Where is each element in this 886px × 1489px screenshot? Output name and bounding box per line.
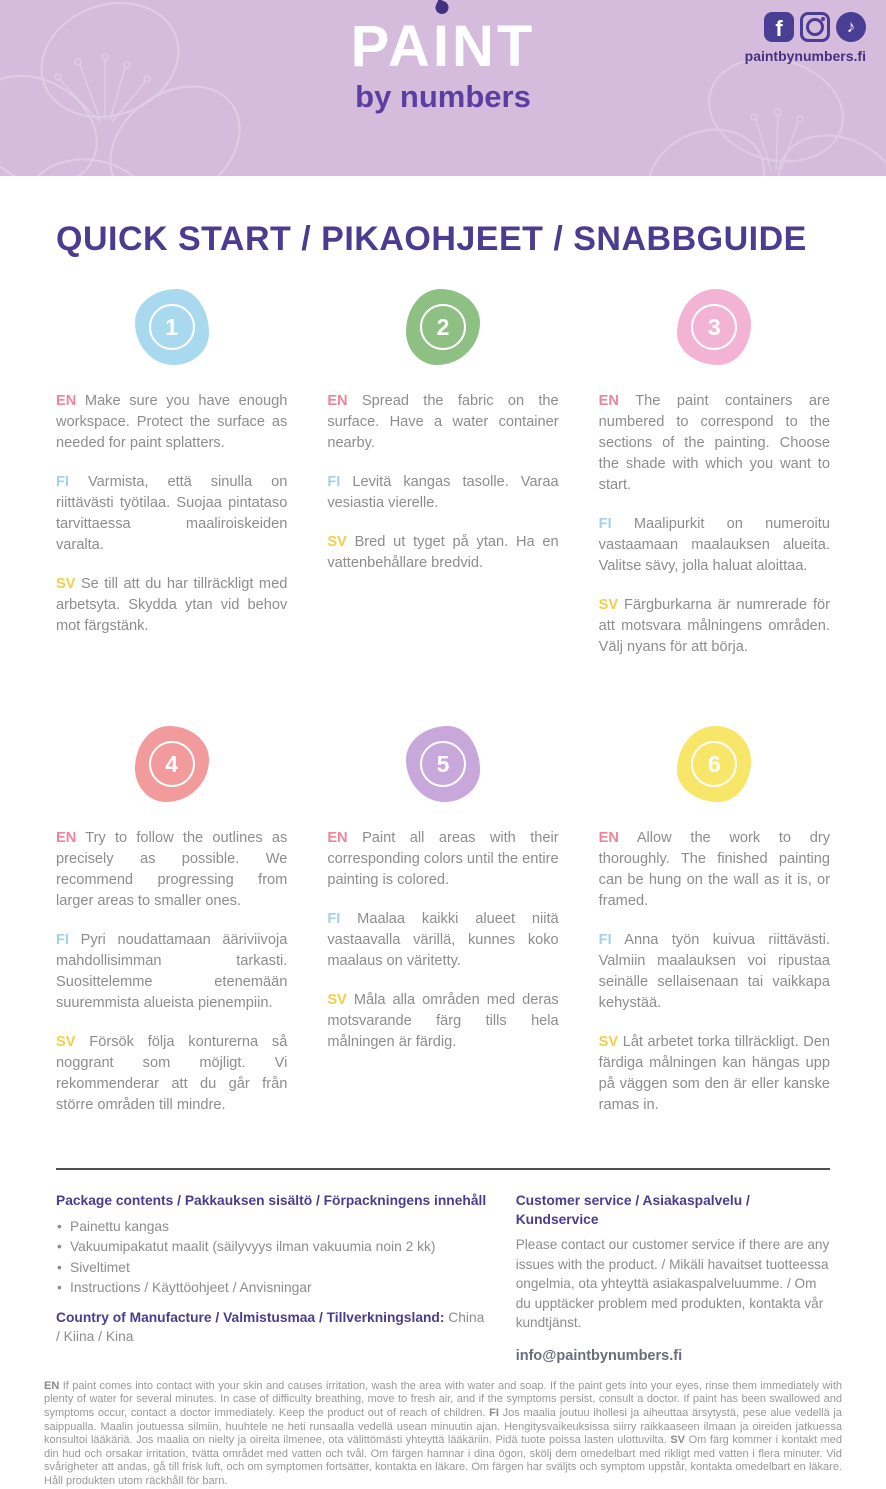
logo-text: PA xyxy=(350,14,433,79)
step-3 xyxy=(599,289,830,676)
customer-service-email: info@paintbynumbers.fi xyxy=(515,1347,683,1364)
step-5-blob-icon xyxy=(406,726,480,802)
step-5 xyxy=(327,726,558,1134)
package-contents-heading: Package contents / Pakkauksen sisältö / Förpackningens innehåll xyxy=(56,1193,487,1209)
step-text-fi: Levitä kangas tasolle. Varaa vesiastia vierelle. xyxy=(327,474,559,512)
step-number-badge: 6 xyxy=(691,741,737,787)
lang-label-sv: SV xyxy=(56,576,76,593)
brand-header xyxy=(0,0,886,176)
step-text-en: Try to follow the outlines as precisely as possible. We recommend progressing from larger areas to smaller ones. xyxy=(56,830,288,910)
step-number-badge: 1 xyxy=(149,304,195,350)
customer-service-heading: Customer service / Asiakaspalvelu / Kundservice xyxy=(515,1193,750,1227)
safety-fine-print xyxy=(44,1380,842,1489)
lang-label-sv: SV xyxy=(327,534,347,551)
step-text-en: The paint containers are numbered to correspond to the sections of the painting. Choose the shade with which you want to start. xyxy=(598,393,830,494)
website-url: paintbynumbers.fi xyxy=(744,48,866,64)
step-text-sv: Låt arbetet torka tillräckligt. Den färdiga målningen kan hängas upp på väggen som den är eller kanske ramas in. xyxy=(598,1034,830,1114)
customer-service-body: Please contact our customer service if there are any issues with the product. / Mikäli havaitset tuotteessa ongelmia, ota yhteyttä asiakaspalveluumme. / Om du upptäcker problem med produkten, kontakta vår kundtjänst. xyxy=(515,1237,830,1331)
lang-label-fi: FI xyxy=(598,516,612,533)
lang-label-fi: FI xyxy=(327,474,341,491)
step-text-fi: Anna työn kuivua riittävästi. Valmiin maalauksen voi ripustaa seinälle sellaisenaan tai vaikkapa kehystää. xyxy=(598,932,830,1012)
lang-label-en: EN xyxy=(327,393,348,410)
step-text-sv: Försök följa konturerna så noggrant som möjligt. Vi rekommenderar att du går från större områden till mindre. xyxy=(56,1034,288,1114)
country-of-manufacture xyxy=(56,1308,490,1347)
step-number-badge: 2 xyxy=(420,304,466,350)
lang-label-en: EN xyxy=(598,830,619,847)
step-text-sv: Bred ut tyget på ytan. Ha en vattenbehållare bredvid. xyxy=(327,534,559,572)
step-3-blob-icon xyxy=(677,289,751,365)
footer-divider xyxy=(56,1168,830,1170)
footer xyxy=(56,1192,830,1364)
fine-print-label-en: EN xyxy=(44,1379,60,1392)
list-item: • Siveltimet xyxy=(56,1258,490,1279)
step-4-blob-icon xyxy=(135,726,209,802)
package-contents-section xyxy=(56,1192,490,1364)
step-6 xyxy=(599,726,830,1134)
step-2-blob-icon xyxy=(406,289,480,365)
instagram-icon xyxy=(800,12,830,42)
step-text-sv: Se till att du har tillräckligt med arbetsyta. Skydda ytan vid behov mot färgstänk. xyxy=(56,576,288,635)
lang-label-en: EN xyxy=(56,393,77,410)
list-item: • Vakuumipakatut maalit (säilyvyys ilman vakuumia noin 2 kk) xyxy=(56,1237,490,1258)
tiktok-glyph: ♪ xyxy=(846,17,856,36)
logo-subtitle: by numbers xyxy=(355,79,531,114)
step-text-fi: Varmista, että sinulla on riittävästi työtilaa. Suojaa pintataso tarvittaessa maaliroiskeiden varalta. xyxy=(56,474,288,554)
fine-print-label-fi: FI xyxy=(489,1407,499,1420)
logo-text: NT xyxy=(452,14,536,79)
fine-print-text-sv: Om färg kommer i kontakt med din hud och orsakar irritation, tvätta området med vatten och tvål. Om färgen hamnar i dina ögon, skölj dem omedelbart med rikligt med vatten i flera minuter. Vid svårigheter att andas, gå till frisk luft, och om symptomen fortsätter, kontakta en läkare. Om färgen har sväljts och symptom uppstår, kontakta omedelbart en läkare. Håll produkten utom räckhåll för barn. xyxy=(44,1434,842,1487)
lang-label-sv: SV xyxy=(598,1034,619,1051)
lang-label-fi: FI xyxy=(598,932,612,949)
step-text-sv: Färgburkarna är numrerade för att motsvara målningens områden. Välj nyans för att börja. xyxy=(598,597,830,656)
lang-label-en: EN xyxy=(598,393,619,410)
list-item: • Painettu kangas xyxy=(56,1217,490,1238)
tiktok-icon xyxy=(836,12,866,42)
step-4 xyxy=(56,726,287,1134)
lang-label-sv: SV xyxy=(327,992,347,1009)
list-item: • Instructions / Käyttöohjeet / Anvisningar xyxy=(56,1278,490,1299)
package-contents-list xyxy=(56,1217,490,1299)
step-text-fi: Maalipurkit on numeroitu vastaamaan maalauksen alueita. Valitse sävy, jolla haluat aloittaa. xyxy=(598,516,830,575)
lang-label-en: EN xyxy=(56,830,77,847)
customer-service-section xyxy=(516,1192,830,1364)
step-text-fi: Pyri noudattamaan ääriviivoja mahdollisimman tarkasti. Suosittelemme etenemään suuremmista alueista pienempiin. xyxy=(56,932,288,1012)
steps-grid xyxy=(56,289,830,1134)
step-text-sv: Måla alla områden med deras motsvarande färg tills hela målningen är färdig. xyxy=(327,992,559,1051)
step-number-badge: 5 xyxy=(420,741,466,787)
facebook-glyph: f xyxy=(775,16,783,41)
step-text-en: Allow the work to dry thoroughly. The finished painting can be hung on the wall as it is, or framed. xyxy=(598,830,830,910)
step-1 xyxy=(56,289,287,676)
page-title: QUICK START / PIKAOHJEET / SNABBGUIDE xyxy=(56,220,807,258)
step-number-badge: 3 xyxy=(691,304,737,350)
instagram-dot xyxy=(821,17,825,21)
lang-label-fi: FI xyxy=(56,932,69,949)
step-number-badge: 4 xyxy=(149,741,195,787)
step-text-en: Paint all areas with their corresponding colors until the entire painting is colored. xyxy=(327,830,559,889)
step-6-blob-icon xyxy=(677,726,751,802)
facebook-icon xyxy=(764,12,794,42)
fine-print-text-en: If paint comes into contact with your skin and causes irritation, wash the area with water and soap. If the paint gets into your eyes, rinse them immediately with plenty of water for several minutes. In case of difficulty breathing, move to fresh air, and if the symptoms persist, consult a doctor. If paint has been swallowed and symptoms occur, contact a doctor immediately. Keep the product out of reach of children. xyxy=(44,1379,842,1420)
step-text-en: Make sure you have enough workspace. Protect the surface as needed for paint splatters. xyxy=(56,393,288,452)
country-label: Country of Manufacture / Valmistusmaa / Tillverkningsland: xyxy=(56,1309,445,1325)
social-links xyxy=(745,12,866,64)
logo-wordmark xyxy=(350,14,536,79)
step-text-fi: Maalaa kaikki alueet niitä vastaavalla värillä, kunnes koko maalaus on väritetty. xyxy=(327,911,559,970)
lang-label-en: EN xyxy=(327,830,348,847)
step-1-blob-icon xyxy=(135,289,209,365)
lang-label-fi: FI xyxy=(56,474,69,491)
lang-label-sv: SV xyxy=(56,1034,76,1051)
lang-label-sv: SV xyxy=(598,597,619,614)
logo-text: I xyxy=(432,14,453,79)
step-text-en: Spread the fabric on the surface. Have a water container nearby. xyxy=(327,393,559,452)
fine-print-label-sv: SV xyxy=(670,1434,686,1447)
lang-label-fi: FI xyxy=(327,911,341,928)
fine-print-text-fi: Jos maalia joutuu ihollesi ja aiheuttaa ärsytystä, pese alue vedellä ja saippualla. Maalin joutuessa silmiin, huuhtele ne heti runsaalla vedellä usean minuutin ajan. Hengitysvaikeuksissa siirry raikkaaseen ilmaan ja oireiden jatkuessa konsultoi lääkäriä. Jos maalia on nielty ja oireita ilmenee, ota välittömästi yhteyttä lääkäriin. Pidä tuote poissa lasten ulottuvilta. xyxy=(44,1407,842,1447)
country-value: China / Kiina / Kina xyxy=(56,1309,485,1345)
step-2 xyxy=(327,289,558,676)
